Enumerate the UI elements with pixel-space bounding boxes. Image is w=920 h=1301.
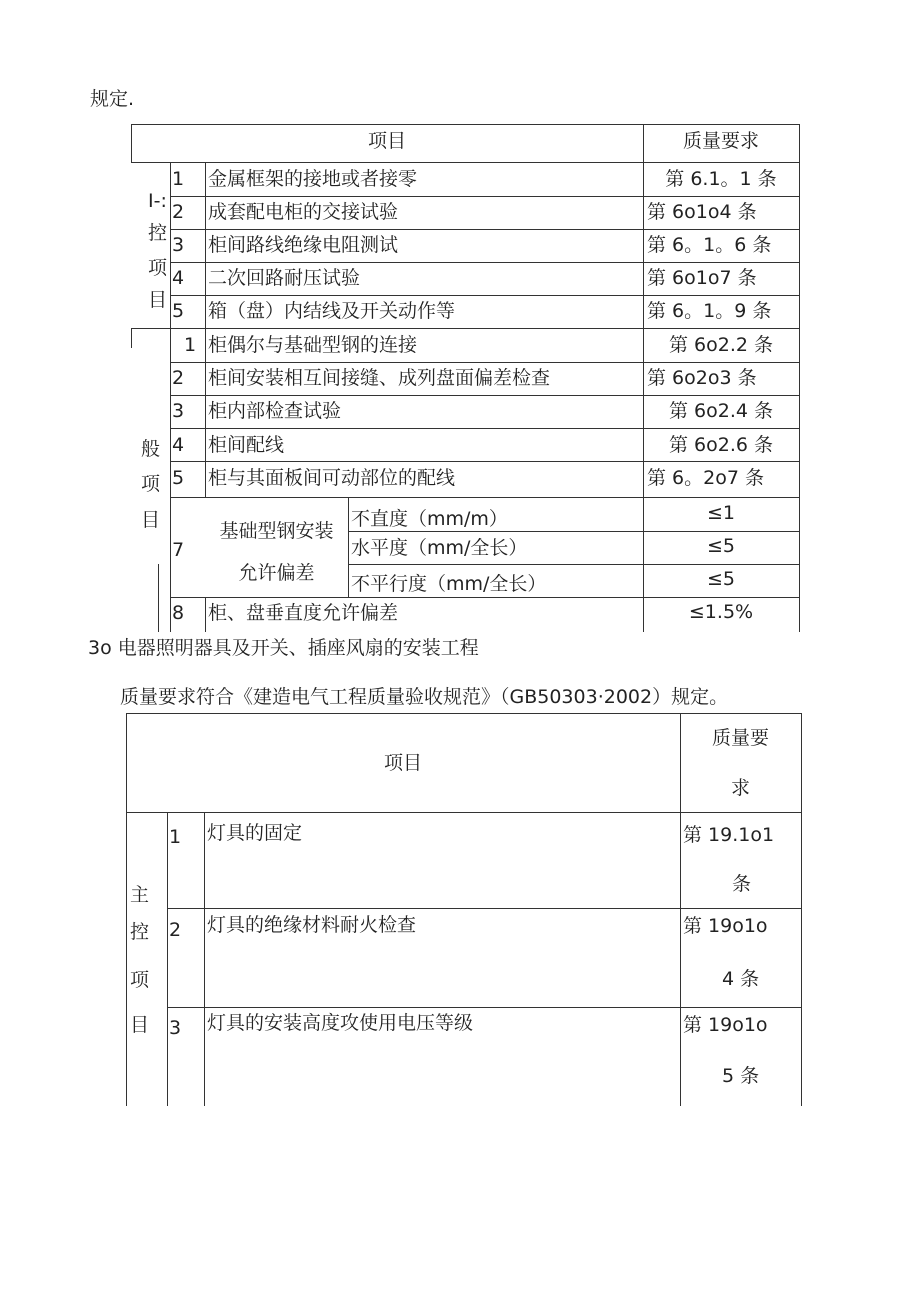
row-requirement: 第 6。2o7 条 bbox=[647, 467, 764, 489]
row-requirement: 条 bbox=[732, 873, 752, 895]
table-border bbox=[131, 124, 800, 125]
header-item: 项目 bbox=[367, 130, 406, 152]
row-requirement: 4 条 bbox=[722, 968, 760, 990]
row-number: 8 bbox=[172, 602, 185, 624]
group-char: 般 bbox=[141, 438, 161, 460]
group-char: 项 bbox=[141, 473, 161, 495]
table-border bbox=[204, 812, 205, 1106]
section-title: 3o 电器照明器具及开关、插座风扇的安装工程 bbox=[88, 637, 479, 659]
sub-item: 水平度（mm/全长） bbox=[351, 537, 528, 559]
table-border bbox=[167, 1007, 802, 1008]
intro-text: 规定. bbox=[90, 88, 135, 110]
row-item: 箱（盘）内结线及开关动作等 bbox=[208, 300, 456, 322]
table-border bbox=[170, 262, 800, 263]
sub-requirement: ≤5 bbox=[706, 568, 735, 590]
table-border bbox=[131, 162, 800, 163]
row-item: 柜间路线绝缘电阻测试 bbox=[208, 234, 399, 256]
group-char: I-: bbox=[148, 190, 167, 212]
row-item: 金属框架的接地或者接零 bbox=[208, 168, 418, 190]
row-item: 灯具的固定 bbox=[207, 822, 303, 844]
row-number: 1 bbox=[169, 826, 182, 848]
row-requirement: 5 条 bbox=[722, 1065, 760, 1087]
table-border bbox=[158, 564, 159, 632]
table-border bbox=[131, 328, 132, 348]
row-number: 1 bbox=[184, 334, 197, 356]
row-requirement: 第 6o1o7 条 bbox=[647, 267, 757, 289]
row-requirement: 第 6。1。9 条 bbox=[647, 300, 772, 322]
row-number: 3 bbox=[172, 234, 185, 256]
row-item: 柜间配线 bbox=[208, 434, 285, 456]
table-border bbox=[170, 395, 800, 396]
table-border bbox=[167, 908, 802, 909]
row-requirement: 第 6o2.2 条 bbox=[668, 334, 773, 356]
group-char: 目 bbox=[130, 1014, 150, 1036]
sub-requirement: ≤5 bbox=[706, 535, 735, 557]
row-number: 2 bbox=[172, 201, 185, 223]
row-item: 柜、盘垂直度允许偏差 bbox=[208, 602, 399, 624]
table-border bbox=[170, 196, 800, 197]
group-char: 项 bbox=[148, 257, 168, 279]
row-number: 4 bbox=[172, 267, 185, 289]
group-char: 目 bbox=[141, 509, 161, 531]
tolerance-label: 基础型钢安装 bbox=[219, 520, 334, 542]
table-border bbox=[348, 531, 800, 532]
row-number: 5 bbox=[172, 467, 185, 489]
table-border bbox=[170, 428, 800, 429]
tolerance-label: 允许偏差 bbox=[238, 562, 315, 584]
table-border bbox=[205, 162, 206, 497]
table-border bbox=[170, 497, 800, 498]
table-border bbox=[126, 812, 802, 813]
row-number: 3 bbox=[169, 1017, 182, 1039]
section-description: 质量要求符合《建造电气工程质量验收规范》（GB50303·2002）规定。 bbox=[120, 686, 729, 708]
table-border bbox=[167, 812, 168, 1106]
table-border bbox=[170, 597, 800, 598]
row-number: 5 bbox=[172, 300, 185, 322]
row-item: 成套配电柜的交接试验 bbox=[208, 201, 399, 223]
row-requirement: 第 6.1。1 条 bbox=[665, 168, 777, 190]
table-border bbox=[799, 124, 800, 632]
row-requirement: 第 6o2o3 条 bbox=[647, 367, 757, 389]
table-border bbox=[131, 328, 800, 329]
group-char: 控 bbox=[130, 921, 150, 943]
row-number: 2 bbox=[172, 367, 185, 389]
row-requirement: 第 6o1o4 条 bbox=[647, 201, 757, 223]
table-border bbox=[126, 713, 802, 714]
row-number: 4 bbox=[172, 434, 185, 456]
table-border bbox=[348, 497, 349, 597]
sub-item: 不平行度（mm/全长） bbox=[351, 573, 547, 595]
row-item: 柜与其面板间可动部位的配线 bbox=[208, 467, 456, 489]
header-requirement: 求 bbox=[730, 777, 750, 799]
group-char: 项 bbox=[130, 969, 150, 991]
row-number: 1 bbox=[172, 168, 185, 190]
header-requirement: 质量要求 bbox=[682, 130, 759, 152]
row-item: 灯具的安装高度攻使用电压等级 bbox=[207, 1012, 474, 1034]
row-number: 3 bbox=[172, 400, 185, 422]
row-requirement: 第 6o2.6 条 bbox=[668, 434, 773, 456]
row-item: 柜间安装相互间接缝、成列盘面偏差检查 bbox=[208, 367, 551, 389]
table-border bbox=[680, 713, 681, 1106]
row-requirement: 第 6。1。6 条 bbox=[647, 234, 772, 256]
table-border bbox=[170, 295, 800, 296]
row-requirement: 第 19o1o bbox=[683, 1014, 768, 1036]
table-border bbox=[170, 162, 171, 632]
table-border bbox=[170, 362, 800, 363]
table-border bbox=[801, 713, 802, 1106]
table-border bbox=[205, 597, 206, 632]
group-char: 目 bbox=[148, 289, 168, 311]
row-item: 柜偶尔与基础型钢的连接 bbox=[208, 334, 418, 356]
header-requirement: 质量要 bbox=[711, 727, 769, 749]
table-border bbox=[170, 229, 800, 230]
row-requirement: 第 6o2.4 条 bbox=[668, 400, 773, 422]
header-item: 项目 bbox=[383, 752, 422, 774]
table-border bbox=[170, 461, 800, 462]
row-item: 二次回路耐压试验 bbox=[208, 267, 361, 289]
sub-requirement: ≤1 bbox=[706, 502, 735, 524]
row-number: 7 bbox=[172, 539, 185, 561]
row-item: 灯具的绝缘材料耐火检查 bbox=[207, 914, 417, 936]
row-item: 柜内部检查试验 bbox=[208, 400, 342, 422]
sub-item: 不直度（mm/m） bbox=[351, 508, 508, 530]
row-requirement: 第 19.1o1 bbox=[683, 824, 775, 846]
table-border bbox=[348, 564, 800, 565]
row-requirement: ≤1.5% bbox=[688, 601, 754, 623]
row-number: 2 bbox=[169, 919, 182, 941]
row-requirement: 第 19o1o bbox=[683, 915, 768, 937]
group-char: 控 bbox=[148, 222, 168, 244]
group-char: 主 bbox=[130, 884, 150, 906]
